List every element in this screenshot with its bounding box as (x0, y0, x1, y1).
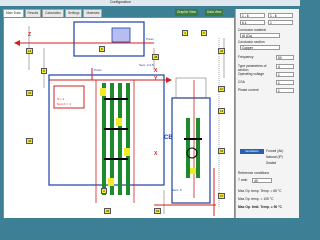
dim-label[interactable]: 36 (106, 209, 110, 213)
material-select[interactable]: Al (Cu) (240, 33, 280, 38)
vent-option[interactable]: Natural (IP) (266, 155, 283, 159)
top-value-field[interactable]: 6.1 (240, 20, 265, 25)
drawing-canvas[interactable] (3, 17, 235, 219)
window-title: Configuration (110, 0, 131, 4)
schematic-drawing (4, 18, 234, 218)
press-block (112, 28, 130, 42)
top-value-field[interactable]: 1 - 6 (268, 13, 293, 18)
param-label: Phase current (238, 88, 259, 92)
tab-strip (3, 9, 103, 16)
dim-label[interactable]: 54 (156, 209, 160, 213)
param-field[interactable]: 1 (276, 72, 294, 77)
param-field[interactable]: 4 (276, 64, 294, 69)
dim-label[interactable]: 8 (43, 69, 45, 73)
section-select[interactable]: Copper (240, 45, 280, 50)
tab-main-data[interactable]: Main Data (3, 9, 24, 18)
properties-panel (235, 9, 299, 219)
dim-label[interactable]: 48 (154, 55, 158, 59)
graphic-view-button[interactable]: Graphic View (177, 10, 196, 14)
dim-label[interactable]: 29 (28, 91, 32, 95)
insulator-1 (100, 88, 106, 96)
dim-label[interactable]: 27 (220, 194, 224, 198)
bar-cross-2 (104, 128, 128, 130)
dim-label[interactable]: 32 (220, 49, 224, 53)
insulator-2 (116, 118, 122, 126)
axis-y-label: Y (154, 76, 158, 82)
tamb-field[interactable]: 40 (252, 178, 272, 183)
footer-line-2: Max Op. temp. = 105 °C (238, 197, 274, 201)
insulator-3 (124, 148, 130, 156)
dim-label[interactable]: 4 (184, 31, 186, 35)
tamb-label: T amb (238, 178, 248, 182)
bar-cross-1 (104, 98, 128, 100)
reference-text: Reference conditions (238, 171, 269, 175)
cb-bar-2 (196, 118, 200, 178)
sent-bottom-label: Sent. 5 (172, 188, 182, 192)
section-label: Conductor section (238, 40, 265, 44)
dim-label[interactable]: 46 (28, 139, 32, 143)
sent-label: Sent. 2,3,5 (139, 63, 154, 67)
bar-cross-3 (104, 158, 128, 160)
vertical-busbars (100, 83, 130, 195)
axis-x1-label: X (154, 68, 158, 74)
bottom-bar (0, 218, 300, 223)
param-field[interactable]: 1 (276, 88, 294, 93)
frequency-field[interactable]: 50 (276, 55, 294, 60)
tab-calculation[interactable]: Calculation (42, 9, 64, 18)
note-n: N = 1 (57, 97, 65, 101)
dim-label[interactable]: 4 (103, 189, 105, 193)
z-arrow (14, 40, 20, 46)
note-nomh: Nom h = 4 (57, 102, 71, 106)
dim-label[interactable]: 5 (203, 31, 205, 35)
top-value-field[interactable]: 1 (268, 20, 293, 25)
cb-bar-1 (186, 118, 190, 178)
data-view-button[interactable]: Data View (207, 10, 222, 14)
footer-line-1: Max Op. temp. Temp. = 65 °C (238, 189, 282, 193)
vent-option[interactable]: Sealed (266, 161, 277, 165)
insulator-4 (108, 178, 114, 186)
cb-label: CB (164, 135, 173, 141)
axis-x2-label: X (154, 151, 158, 157)
top-value-field[interactable]: 1 - 6 (240, 13, 265, 18)
dim-label[interactable]: 54 (220, 149, 224, 153)
tab-results[interactable]: Results (25, 9, 42, 18)
param-label: Operating voltage (238, 72, 265, 76)
frequency-label: Frequency (238, 55, 254, 59)
conductor-label: Conductor material (238, 28, 266, 32)
tab-settings[interactable]: Settings (65, 9, 83, 18)
vent-option[interactable]: Forced (Air) (266, 149, 284, 153)
param-label: Type parameters of section (238, 64, 267, 72)
press-outline (74, 22, 144, 56)
press-top-label: Press (146, 37, 154, 41)
axis-z-label: Z (28, 32, 32, 38)
dim-label[interactable]: 8 (101, 47, 103, 51)
press-mid-label: Press (94, 68, 102, 72)
dim-label[interactable]: 10 (220, 87, 224, 91)
dim-label[interactable]: 14 (220, 109, 224, 113)
dim-label[interactable]: 14 (28, 49, 32, 53)
tab-materials[interactable]: Materials (83, 9, 102, 18)
ventilation-button[interactable]: Ventilation (240, 149, 264, 154)
menubar (0, 0, 300, 6)
param-label: CSA (238, 80, 245, 84)
footer-line-3: Max Op. limit. Temp. = 90 °C (238, 205, 282, 209)
param-field[interactable]: 1 (276, 80, 294, 85)
y-arrow (166, 77, 172, 83)
